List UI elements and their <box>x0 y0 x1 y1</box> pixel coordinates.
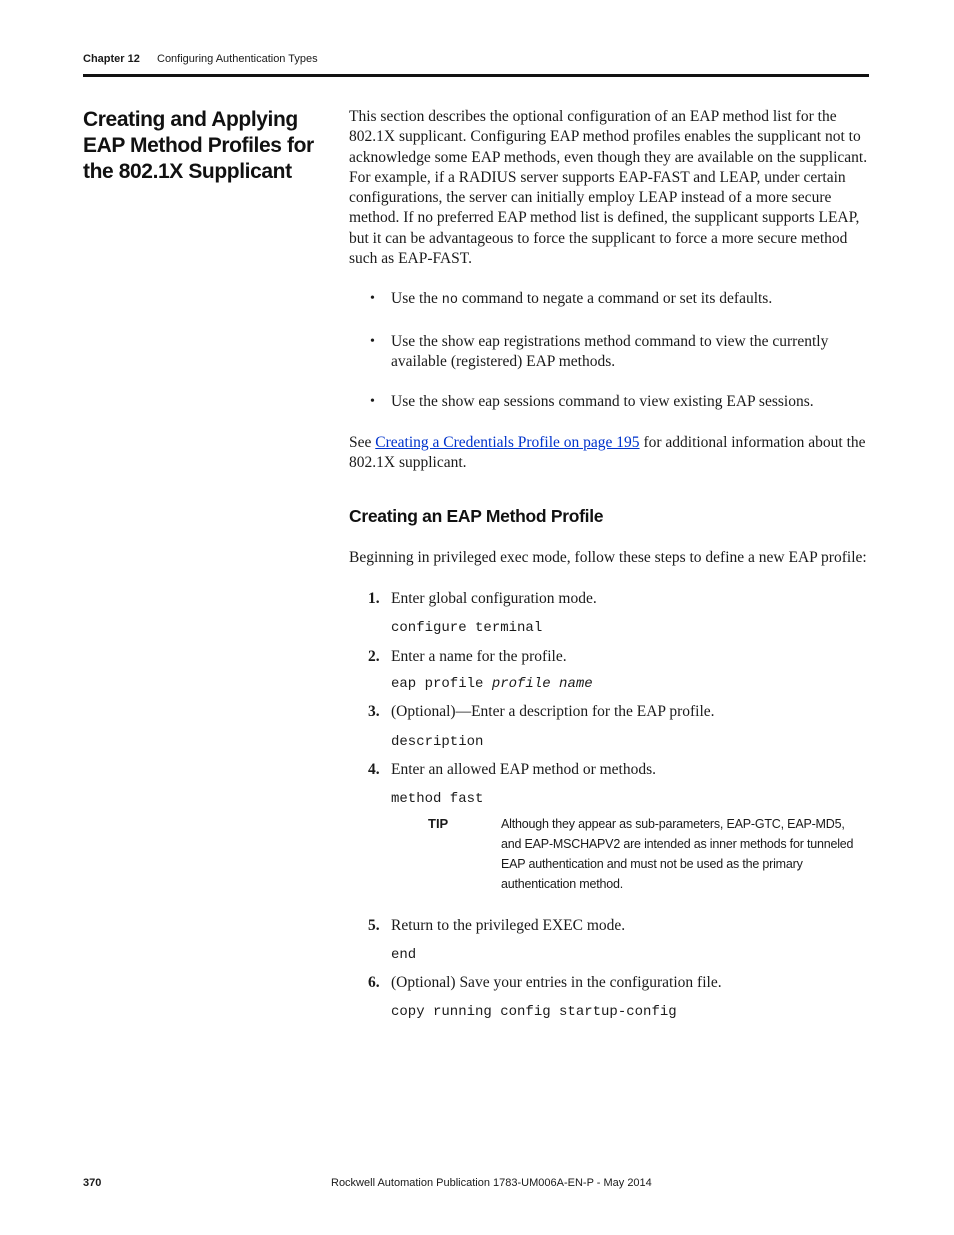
command-line: description <box>391 733 484 750</box>
step-text: Enter an allowed EAP method or methods. <box>391 760 657 778</box>
step-number: 5. <box>368 916 380 934</box>
step-number: 6. <box>368 974 380 992</box>
step-item <box>349 589 871 609</box>
bullet-item: • Use the show eap sessions command to view existing EAP sessions. <box>349 392 871 412</box>
command-line: end <box>391 947 417 964</box>
section-title: Creating and Applying EAP Method Profiles for the 802.1X Supplicant <box>83 108 314 183</box>
command-line: copy running config startup-config <box>391 1003 677 1020</box>
step-text: Return to the privileged EXEC mode. <box>391 916 626 934</box>
step-number: 4. <box>368 760 380 778</box>
steps-list <box>349 589 871 1021</box>
step-number: 1. <box>368 589 380 607</box>
main-content <box>349 107 871 1021</box>
step-number: 2. <box>368 648 380 666</box>
command-parameter: profile name <box>491 676 593 693</box>
command-line: configure terminal <box>391 620 543 637</box>
chapter-number: Chapter 12 <box>83 53 140 65</box>
step-item <box>349 702 871 722</box>
step-item <box>349 760 871 780</box>
subsection-intro: Beginning in privileged exec mode, follow these steps to define a new EAP profile: <box>349 549 867 567</box>
see-also-paragraph: See Creating a Credentials Profile on page 195 for additional information about the 802.1X supplicant. <box>349 433 866 471</box>
running-header <box>83 53 318 65</box>
step-item <box>349 916 871 936</box>
step-text: (Optional) Save your entries in the configuration file. <box>391 974 722 992</box>
bullet-item: • Use the show eap registrations method command to view the currently available (registered) EAP methods. <box>349 332 871 373</box>
header-rule <box>83 74 869 77</box>
step-item <box>349 973 871 993</box>
tip-box <box>349 814 871 896</box>
step-text: (Optional)—Enter a description for the EAP profile. <box>391 703 715 721</box>
section-intro: This section describes the optional configuration of an EAP method list for the 802.1X supplicant. Configuring EAP method profiles enables the supplicant not to acknowledge some EAP methods, even though they are available on the supplicant. For example, if a RADIUS server supports EAP-FAST and LEAP, under certain configurations, the server can initially employ LEAP instead of a more secure method. If no preferred EAP method list is defined, the supplicant supports LEAP, but it can be advantageous to force the supplicant to force a more secure method such as EAP-FAST. <box>349 108 868 268</box>
bullet-item: • Use the no command to negate a command or set its defaults. <box>349 289 871 311</box>
credentials-profile-link[interactable]: Creating a Credentials Profile on page 195 <box>375 433 640 451</box>
page-number: 370 <box>83 1177 102 1189</box>
tip-text: Although they appear as sub-parameters, EAP-GTC, EAP-MD5, and EAP-MSCHAPV2 are intended as inner methods for tunneled EAP authentication and must not be used as the primary authentication method. <box>501 816 854 891</box>
tip-label: TIP <box>428 815 449 831</box>
step-item <box>349 647 871 667</box>
command-line: eap profile profile name <box>391 676 593 693</box>
publication-info: Rockwell Automation Publication 1783-UM006A-EN-P - May 2014 <box>331 1177 652 1189</box>
command-line: method fast <box>391 790 484 807</box>
step-number: 3. <box>368 703 380 721</box>
inline-code: no <box>441 293 458 309</box>
step-text: Enter global configuration mode. <box>391 589 597 607</box>
chapter-title: Configuring Authentication Types <box>157 53 318 65</box>
subsection-title: Creating an EAP Method Profile <box>349 506 604 527</box>
step-text: Enter a name for the profile. <box>391 648 567 666</box>
bullet-list <box>349 289 871 412</box>
